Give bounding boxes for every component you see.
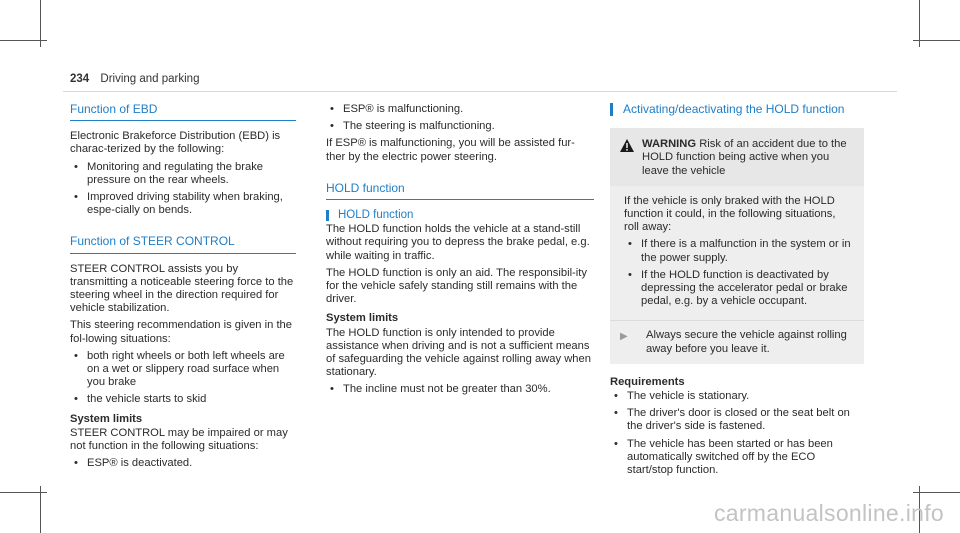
limits-list [326,383,594,396]
page-header [70,73,199,85]
warning-text: Risk of an accident due to the HOLD function being active when you leave the vehicle [642,138,847,177]
ebd-intro: Electronic Brakeforce Distribution (EBD) is charac-terized by the following: [70,130,281,156]
warning-paragraph: If the vehicle is only braked with the HOLD function it could, in the following situations, roll away: [624,194,836,234]
list-item: • Monitoring and regulating the brake pressure on the rear wheels. [70,161,296,187]
list-item: • the vehicle starts to skid [70,393,296,406]
steer-paragraph: STEER CONTROL assists you by transmitting a noticeable steering force to the steering wheel in the direction required for vehicle stabilization. [70,262,294,315]
warning-body [610,186,864,321]
accent-bar [610,103,613,116]
list-item: • The vehicle has been started or has been automatically switched off by the ECO start/stop function. [610,438,864,478]
requirements-list [610,390,864,477]
warning-header [610,128,864,186]
ebd-title: Function of EBD [70,103,296,121]
list-item: • The driver's door is closed or the seat belt on the driver's side is fastened. [610,407,864,433]
list-item: • both right wheels or both left wheels are on a wet or slippery road surface when you brake [70,350,296,390]
crop-mark [913,40,960,41]
system-limits-heading: System limits [326,312,399,325]
list-item: • The vehicle is stationary. [610,390,864,403]
hold-paragraph: The HOLD function holds the vehicle at a stand-still without requiring you to depress the brake pedal, e.g. while waiting in traffic. [326,223,590,262]
watermark: carmanualsonline.info [713,500,944,526]
arrow-right-icon: ▶ [620,331,628,343]
section-name: Driving and parking [100,73,200,85]
hold-activation-title: Activating/deactivating the HOLD function [623,102,845,116]
column-1 [70,103,296,474]
limits-paragraph: The HOLD function is only intended to provide assistance when driving and is not a sufficient means of safeguarding the vehicle against rolling away when stationary. [326,326,591,379]
crop-mark [0,492,47,493]
crop-mark [913,492,960,493]
hold-activation-header [610,103,864,116]
esp-note: If ESP® is malfunctioning, you will be assisted fur-ther by the electric power steering. [326,137,575,163]
system-limits-heading: System limits [70,412,143,425]
crop-mark [40,486,41,533]
warning-label: WARNING [642,138,697,151]
warning-box [610,128,864,364]
list-item: • If there is a malfunction in the system or in the power supply. [624,238,852,264]
list-item: • ESP® is malfunctioning. [326,103,594,116]
crop-mark [0,40,47,41]
header-rule [63,91,897,92]
note-text: Always secure the vehicle against rolling away before you leave it. [646,329,847,355]
column-3 [610,103,864,481]
limits-list [70,457,296,470]
column-2 [326,103,594,401]
list-item: • If the HOLD function is deactivated by depressing the accelerator pedal or brake pedal, e.g. by a vehicle occupant. [624,269,852,309]
warning-list [624,238,852,308]
list-item: • ESP® is deactivated. [70,457,296,470]
hold-subtitle: HOLD function [326,209,594,222]
hold-title: HOLD function [326,182,594,200]
steer-list [70,350,296,407]
list-item: • Improved driving stability when braking, espe-cially on bends. [70,191,296,217]
requirements-heading: Requirements [610,375,685,388]
steer-paragraph: This steering recommendation is given in the fol-lowing situations: [70,319,292,345]
steer-title: Function of STEER CONTROL [70,235,296,253]
malfunction-list [326,103,594,133]
hold-paragraph: The HOLD function is only an aid. The responsibil-ity for the vehicle safely standing still remains with the driver. [326,266,587,306]
warning-icon [620,138,642,178]
limits-paragraph: STEER CONTROL may be impaired or may not function in the following situations: [70,426,288,453]
warning-note [610,320,864,363]
ebd-list [70,161,296,218]
page-number: 234 [70,73,90,85]
list-item: • The incline must not be greater than 30%. [326,383,594,396]
list-item: • The steering is malfunctioning. [326,120,594,133]
